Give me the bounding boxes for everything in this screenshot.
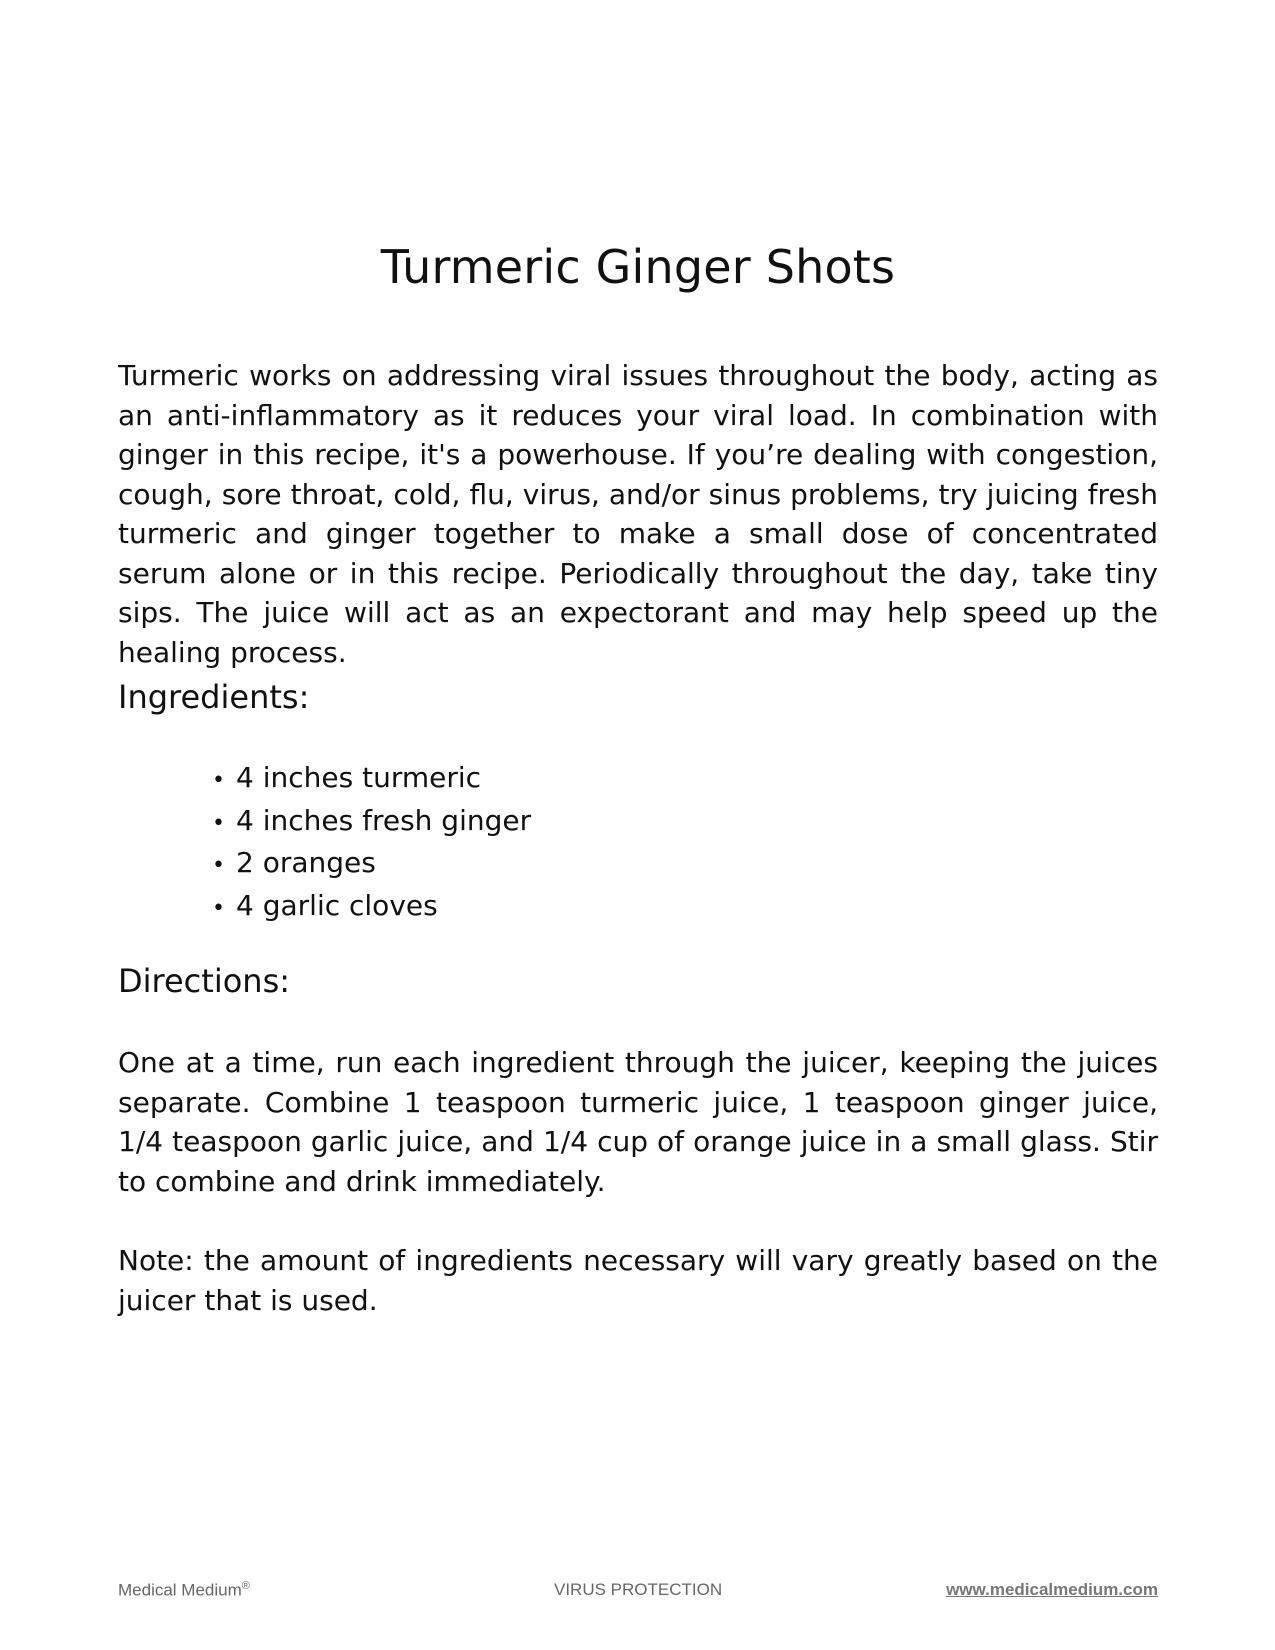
directions-heading: Directions: xyxy=(118,962,291,1000)
bullet-icon: • xyxy=(212,895,225,921)
footer-brand-text: Medical Medium xyxy=(118,1580,242,1600)
ingredient-text: 4 inches turmeric xyxy=(236,761,482,794)
footer-website-link[interactable]: www.medicalmedium.com xyxy=(946,1580,1158,1599)
ingredient-text: 4 inches fresh ginger xyxy=(236,803,532,837)
recipe-page xyxy=(118,0,1158,1650)
list-item xyxy=(212,801,531,844)
note-paragraph: Note: the amount of ingredients necessary will vary greatly based on the juicer that is used. xyxy=(118,1244,1158,1317)
list-item xyxy=(212,758,531,801)
ingredient-text: 2 oranges xyxy=(236,846,376,879)
footer-brand xyxy=(118,1580,250,1601)
intro-paragraph: Turmeric works on addressing viral issues throughout the body, acting as an anti-inflammatory as it reduces your viral load. In combination with ginger in this recipe, it's a powerhouse. If you’re dealing with congestion, cough, sore throat, cold, flu, virus, and/or sinus problems, try juicing fresh turmeric and ginger together to make a small dose of concentrated serum alone or in this recipe. Periodically throughout the day, take tiny sips. The juice will act as an expectorant and may help speed up the healing process. xyxy=(118,359,1158,669)
ingredient-text: 4 garlic cloves xyxy=(236,888,438,922)
list-item xyxy=(212,886,531,929)
bullet-icon: • xyxy=(212,853,225,878)
footer-section-label: VIRUS PROTECTION xyxy=(554,1580,723,1599)
registered-mark: ® xyxy=(241,1580,250,1592)
directions-paragraph: One at a time, run each ingredient through the juicer, keeping the juices separate. Combine 1 teaspoon turmeric juice, 1 teaspoon ginger juice, 1/4 teaspoon garlic juice, and 1/4 cup of orange juice in a small glass. Stir to combine and drink immediately. xyxy=(118,1046,1158,1198)
ingredients-list xyxy=(212,758,531,928)
list-item xyxy=(212,843,531,886)
page-title: Turmeric Ginger Shots xyxy=(380,240,896,294)
bullet-icon: • xyxy=(212,810,225,836)
ingredients-heading: Ingredients: xyxy=(118,678,310,716)
bullet-icon: • xyxy=(212,768,225,793)
